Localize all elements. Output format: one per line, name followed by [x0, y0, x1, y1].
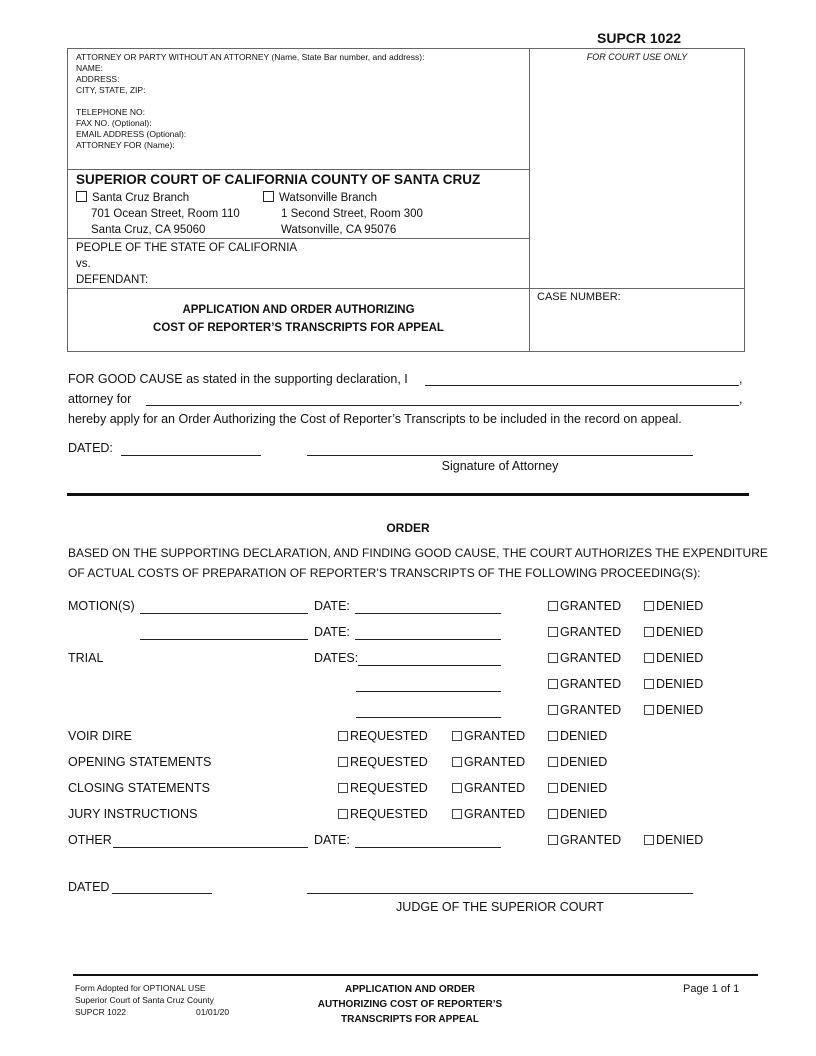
attorney-name-field[interactable]: NAME:	[76, 63, 103, 73]
signature-caption: Signature of Attorney	[441, 459, 559, 473]
attorney-address-field[interactable]: ADDRESS:	[76, 74, 120, 84]
attorney-signature-line[interactable]	[307, 455, 693, 456]
voir-dire-requested-checkbox[interactable]	[338, 731, 348, 741]
opening-requested-checkbox[interactable]	[338, 757, 348, 767]
judge-signature-line[interactable]	[307, 893, 693, 894]
trial-2-granted-checkbox[interactable]	[548, 679, 558, 689]
other-denied-checkbox[interactable]	[644, 835, 654, 845]
order-paragraph-1: BASED ON THE SUPPORTING DECLARATION, AND FINDING GOOD CAUSE, THE COURT AUTHORIZES THE EXPENDITURE	[68, 546, 768, 560]
branch-watsonville: Watsonville Branch 1 Second Street, Room 300 Watsonville, CA 95076	[263, 190, 423, 238]
trial-date-line-3[interactable]	[356, 717, 501, 718]
other-granted-checkbox[interactable]	[548, 835, 558, 845]
applicant-name-line[interactable]	[425, 385, 739, 386]
footer-left: Form Adopted for OPTIONAL USE Superior Court of Santa Cruz County SUPCR 1022 01/01/20	[75, 983, 230, 1017]
attorney-email-field[interactable]: EMAIL ADDRESS (Optional):	[76, 129, 187, 139]
order-dated-label: DATED	[68, 880, 110, 894]
closing-denied-checkbox[interactable]	[548, 783, 558, 793]
motion-line-2[interactable]	[140, 639, 308, 640]
opening-denied-checkbox[interactable]	[548, 757, 558, 767]
footer-title: APPLICATION AND ORDER AUTHORIZING COST OF REPORTER’S TRANSCRIPTS FOR APPEAL	[317, 984, 503, 1025]
trial-2-denied-checkbox[interactable]	[644, 679, 654, 689]
motion-2-denied-checkbox[interactable]	[644, 627, 654, 637]
order-heading: ORDER	[386, 521, 430, 535]
trial-3-granted-checkbox[interactable]	[548, 705, 558, 715]
closing-granted-checkbox[interactable]	[452, 783, 462, 793]
jury-instructions-label: JURY INSTRUCTIONS	[68, 807, 198, 821]
application-title: APPLICATION AND ORDER AUTHORIZING COST OF REPORTER’S TRANSCRIPTS FOR APPEAL	[153, 304, 444, 334]
attorney-for-field[interactable]: ATTORNEY FOR (Name):	[76, 140, 175, 150]
page-number: Page 1 of 1	[683, 983, 740, 995]
caption-box	[67, 48, 745, 352]
people-label: PEOPLE OF THE STATE OF CALIFORNIA	[76, 242, 298, 254]
attorney-heading: ATTORNEY OR PARTY WITHOUT AN ATTORNEY (Name, State Bar number, and address):	[76, 52, 425, 62]
application-line-3: hereby apply for an Order Authorizing the Cost of Reporter’s Transcripts to be included in the record on appeal.	[68, 412, 682, 426]
santa-cruz-checkbox[interactable]	[76, 191, 87, 202]
attorney-telephone-field[interactable]: TELEPHONE NO:	[76, 107, 145, 117]
defendant-field[interactable]: DEFENDANT:	[76, 274, 149, 286]
trial-3-denied-checkbox[interactable]	[644, 705, 654, 715]
jury-granted-checkbox[interactable]	[452, 809, 462, 819]
application-date-line[interactable]	[121, 455, 261, 456]
attorney-city-field[interactable]: CITY, STATE, ZIP:	[76, 85, 146, 95]
motion-1-granted-checkbox[interactable]	[548, 601, 558, 611]
attorney-for-line[interactable]	[146, 405, 739, 406]
form-id: SUPCR 1022	[597, 30, 682, 46]
attorney-fax-field[interactable]: FAX NO. (Optional):	[76, 118, 152, 128]
opening-granted-checkbox[interactable]	[452, 757, 462, 767]
order-date-line[interactable]	[112, 893, 212, 894]
motion-date-line-2[interactable]	[355, 639, 501, 640]
voir-dire-denied-checkbox[interactable]	[548, 731, 558, 741]
other-line[interactable]	[113, 847, 308, 848]
watsonville-checkbox[interactable]	[263, 191, 274, 202]
jury-requested-checkbox[interactable]	[338, 809, 348, 819]
other-label: OTHER	[68, 833, 112, 847]
section-divider	[67, 493, 749, 496]
jury-denied-checkbox[interactable]	[548, 809, 558, 819]
footer-rule	[73, 974, 758, 976]
closing-statements-label: CLOSING STATEMENTS	[68, 781, 210, 795]
case-number-field[interactable]: CASE NUMBER:	[537, 291, 621, 303]
opening-statements-label: OPENING STATEMENTS	[68, 755, 212, 769]
judge-caption: JUDGE OF THE SUPERIOR COURT	[396, 900, 604, 914]
branch-santa-cruz: Santa Cruz Branch 701 Ocean Street, Room 110 Santa Cruz, CA 95060	[76, 190, 240, 238]
motion-1-denied-checkbox[interactable]	[644, 601, 654, 611]
motion-date-line-1[interactable]	[355, 613, 501, 614]
motions-label: MOTION(S)	[68, 599, 135, 613]
application-line-1: FOR GOOD CAUSE as stated in the supporting declaration, I	[68, 372, 408, 386]
trial-1-granted-checkbox[interactable]	[548, 653, 558, 663]
vs-label: vs.	[76, 258, 91, 270]
court-use-label: FOR COURT USE ONLY	[586, 52, 688, 62]
other-date-line[interactable]	[355, 847, 501, 848]
voir-dire-granted-checkbox[interactable]	[452, 731, 462, 741]
application-line-2: attorney for	[68, 392, 132, 406]
application-dated-label: DATED:	[68, 441, 113, 455]
voir-dire-label: VOIR DIRE	[68, 729, 132, 743]
order-paragraph-2: OF ACTUAL COSTS OF PREPARATION OF REPORTER’S TRANSCRIPTS OF THE FOLLOWING PROCEEDING(S):	[68, 566, 701, 580]
motion-2-granted-checkbox[interactable]	[548, 627, 558, 637]
court-title: SUPERIOR COURT OF CALIFORNIA COUNTY OF SANTA CRUZ	[76, 172, 481, 187]
motion-line-1[interactable]	[140, 613, 308, 614]
trial-date-line-2[interactable]	[356, 691, 501, 692]
trial-1-denied-checkbox[interactable]	[644, 653, 654, 663]
trial-date-line-1[interactable]	[358, 665, 501, 666]
trial-label: TRIAL	[68, 651, 104, 665]
closing-requested-checkbox[interactable]	[338, 783, 348, 793]
